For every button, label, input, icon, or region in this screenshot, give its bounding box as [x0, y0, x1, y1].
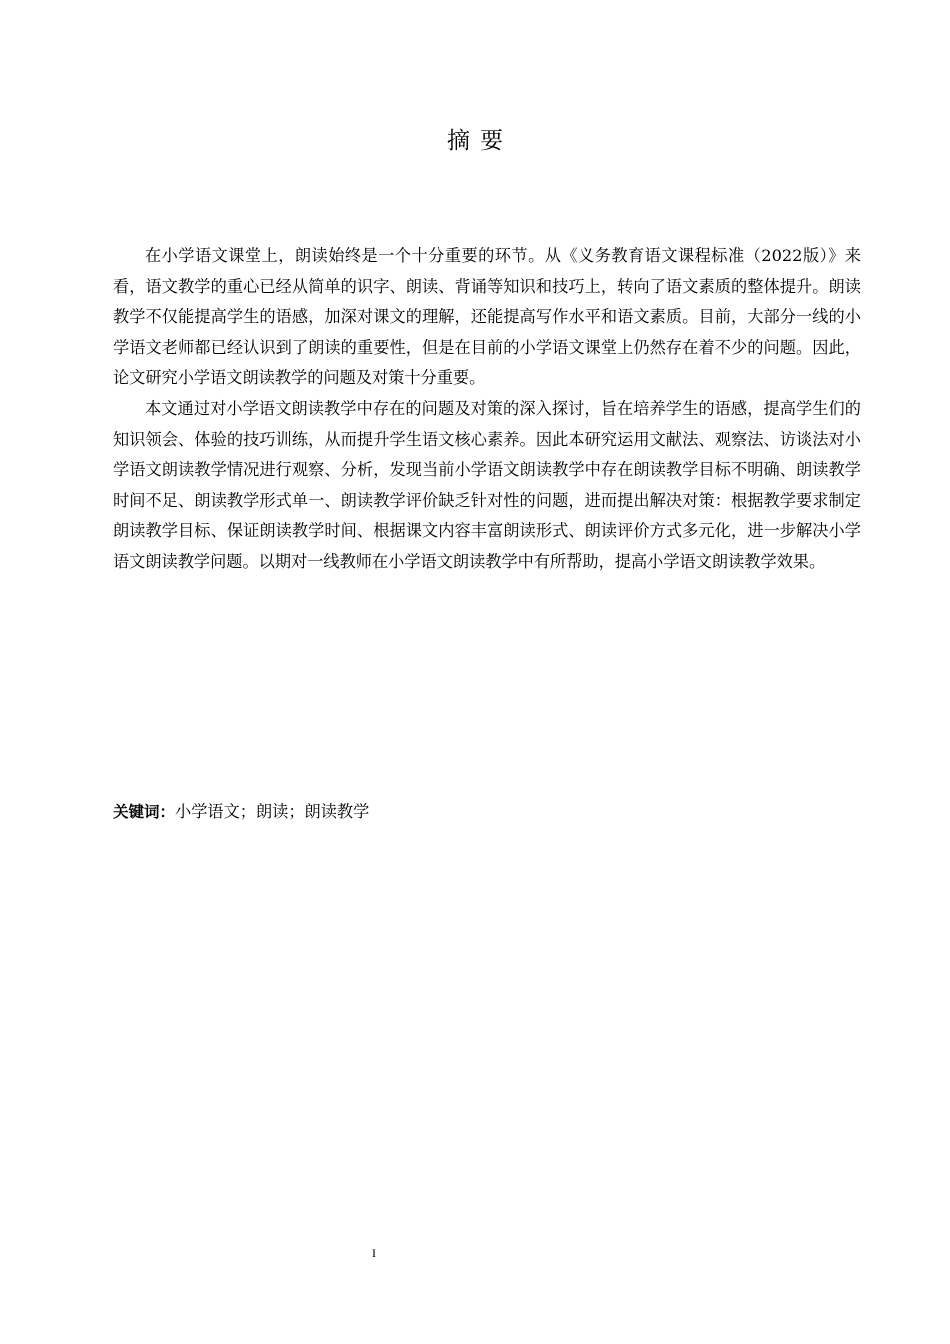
keywords-text: 小学语文；朗读；朗读教学 — [175, 802, 370, 821]
keywords-label: 关键词： — [113, 803, 176, 821]
keywords-line — [113, 797, 861, 827]
page-number: I — [372, 1246, 376, 1260]
abstract-paragraph-1: 在小学语文课堂上，朗读始终是一个十分重要的环节。从《义务教育语文课程标准（2022版）》来看，语文教学的重心已经从简单的识字、朗读、背诵等知识和技巧上，转向了语文素质的整体提升。朗读教学不仅能提高学生的语感，加深对课文的理解，还能提高写作水平和语文素质。目前，大部分一线的小学语文老师都已经认识到了朗读的重要性，但是在目前的小学语文课堂上仍然存在着不少的问题。因此，论文研究小学语文朗读教学的问题及对策十分重要。 — [113, 246, 861, 388]
abstract-title: 摘要 — [447, 128, 513, 154]
abstract-body — [113, 241, 861, 578]
abstract-paragraph-2: 本文通过对小学语文朗读教学中存在的问题及对策的深入探讨，旨在培养学生的语感，提高学生们的知识领会、体验的技巧训练，从而提升学生语文核心素养。因此本研究运用文献法、观察法、访谈法对小学语文朗读教学情况进行观察、分析，发现当前小学语文朗读教学中存在朗读教学目标不明确、朗读教学时间不足、朗读教学形式单一、朗读教学评价缺乏针对性的问题，进而提出解决对策：根据教学要求制定朗读教学目标、保证朗读教学时间、根据课文内容丰富朗读形式、朗读评价方式多元化，进一步解决小学语文朗读教学问题。以期对一线教师在小学语文朗读教学中有所帮助，提高小学语文朗读教学效果。 — [113, 398, 861, 571]
